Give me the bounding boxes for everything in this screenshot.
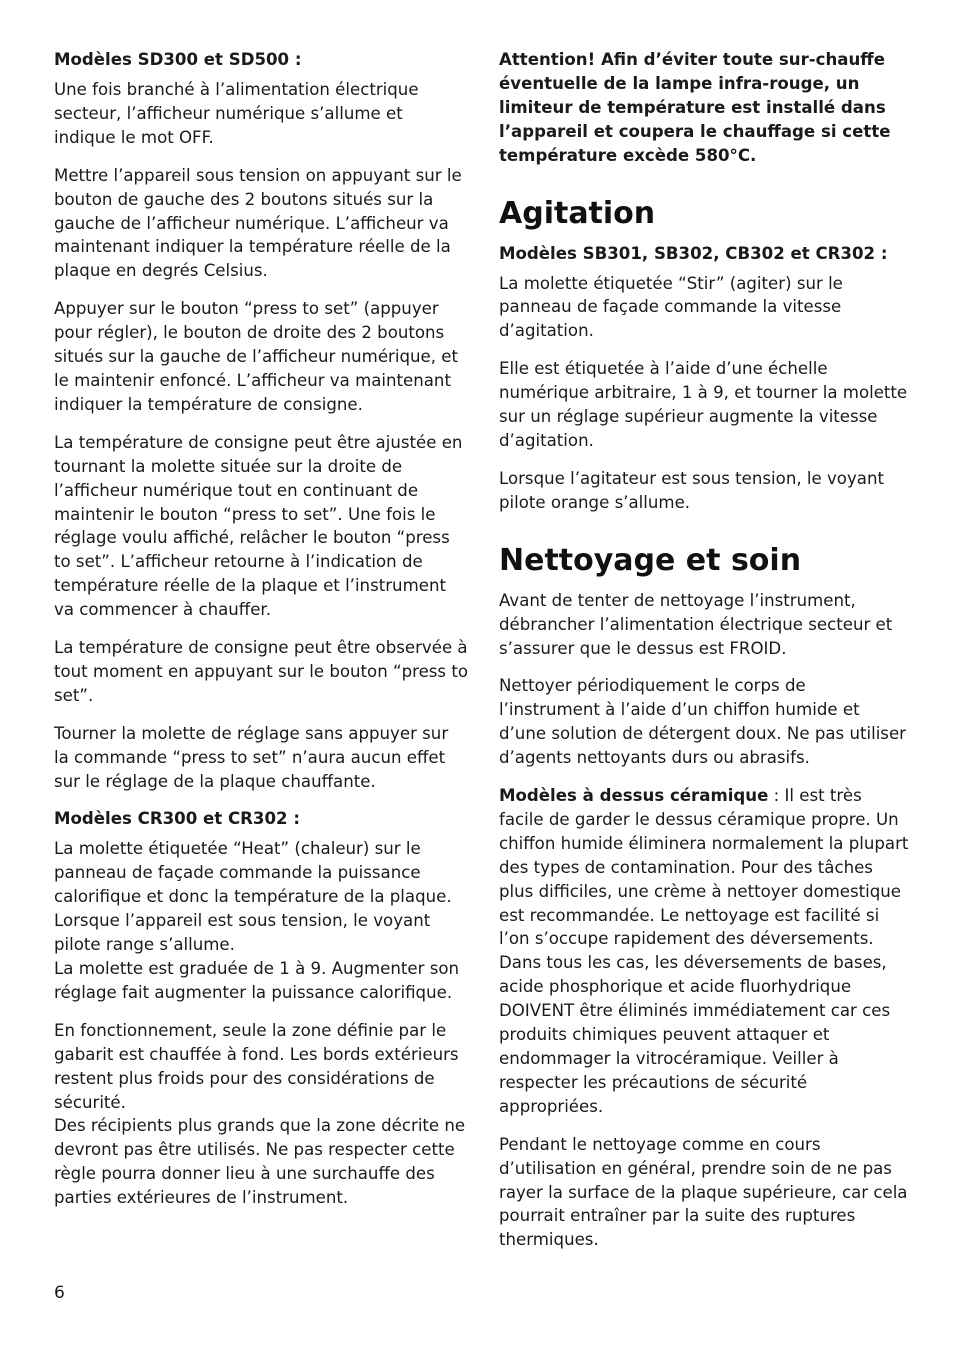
paragraph: Des récipients plus grands que la zone décrite ne devront pas être utilisés. Ne pas respecter cette règle pourra donner lieu à une surchauffe des parties extérieures de l’instrument. (54, 1116, 466, 1208)
warning-text: Attention! Afin d’éviter toute sur-chauffe éventuelle de la lampe infra-rouge, un limiteur de température est installé dans l’appareil et coupera le chauffage si cette température excède 580°C. (499, 50, 891, 165)
paragraph: Nettoyer périodiquement le corps de l’instrument à l’aide d’un chiffon humide et d’une solution de détergent doux. Ne pas utiliser d’agents nettoyants durs ou abrasifs. (499, 676, 906, 768)
heading-cr300-cr302: Modèles CR300 et CR302 : (54, 809, 300, 829)
paragraph: Une fois branché à l’alimentation électrique secteur, l’afficheur numérique s’allume et indique le mot OFF. (54, 80, 419, 147)
paragraph: Elle est étiquetée à l’aide d’une échelle numérique arbitraire, 1 à 9, et tourner la molette sur un réglage supérieur augmente la vitesse d’agitation. (499, 359, 908, 450)
paragraph: Lorsque l’agitateur est sous tension, le voyant pilote orange s’allume. (499, 468, 884, 512)
paragraph: La molette est graduée de 1 à 9. Augmenter son réglage fait augmenter la puissance calorifique. (54, 959, 460, 1002)
paragraph: En fonctionnement, seule la zone définie par le gabarit est chauffée à fond. Les bords extérieurs restent plus froids pour des considérations de sécurité. (54, 1020, 459, 1112)
paragraph: Pendant le nettoyage comme en cours d’utilisation en général, prendre soin de ne pas rayer la surface de la plaque supérieure, car cela pourrait entraîner par la suite des ruptures thermiques. (499, 1134, 908, 1250)
paragraph: La molette étiquetée “Heat” (chaleur) sur le panneau de façade commande la puissance calorifique et donc la température de la plaque. Lorsque l’appareil est sous tension, le voyant pilote range s’allume. (54, 839, 452, 955)
section-title-cleaning: Nettoyage et soin (499, 542, 802, 578)
paragraph: Tourner la molette de réglage sans appuyer sur la commande “press to set” n’aura aucun effet sur le réglage de la plaque chauffante. (54, 723, 449, 791)
paragraph: Avant de tenter de nettoyage l’instrument, débrancher l’alimentation électrique secteur et s’assurer que le dessus est FROID. (499, 590, 893, 658)
paragraph: Appuyer sur le bouton “press to set” (appuyer pour régler), le bouton de droite des 2 boutons situés sur la gauche de l’afficheur numérique, et le maintenir enfoncé. L’afficheur va maintenant indiquer la température de consigne. (54, 299, 459, 414)
paragraph: La température de consigne peut être ajustée en tournant la molette située sur la droite de l’afficheur numérique tout en continuant de maintenir le bouton “press to set”. Une fois le réglage voulu affiché, relâcher le bouton “press to set”. L’afficheur retourne à l’indication de température réelle de la plaque et l’instrument va commencer à chauffer. (54, 432, 463, 620)
ceramic-text: : Il est très facile de garder le dessus céramique propre. Un chiffon humide éliminera normalement la plupart des types de contamination. Pour des tâches plus difficiles, une crème à nettoyer domestique est recommandée. Le nettoyage est facilité si l’on s’occupe rapidement des déversements. Dans tous les cas, les déversements de bases, acide phosphorique et acide fluorhydrique DOIVENT être éliminés immédiatement car ces produits chimiques peuvent attaquer et endommager la vitrocéramique. Veiller à respecter les précautions de sécurité appropriées. (499, 786, 909, 1116)
paragraph-ceramic (499, 784, 911, 1119)
paragraph: La température de consigne peut être observée à tout moment en appuyant sur le bouton “press to set”. (54, 638, 469, 705)
right-column (499, 48, 911, 1266)
paragraph: La molette étiquetée “Stir” (agiter) sur le panneau de façade commande la vitesse d’agitation. (499, 273, 843, 341)
page-number: 6 (54, 1283, 65, 1303)
ceramic-label: Modèles à dessus céramique (499, 786, 769, 806)
paragraph: Mettre l’appareil sous tension on appuyant sur le bouton de gauche des 2 boutons situés sur la gauche de l’afficheur numérique. L’afficheur va maintenant indiquer la température réelle de la plaque en degrés Celsius. (54, 165, 462, 281)
left-column (54, 48, 468, 1224)
heading-sd300-sd500: Modèles SD300 et SD500 : (54, 50, 302, 69)
heading-stirring-models: Modèles SB301, SB302, CB302 et CR302 : (499, 243, 888, 263)
section-title-agitation: Agitation (499, 195, 656, 231)
